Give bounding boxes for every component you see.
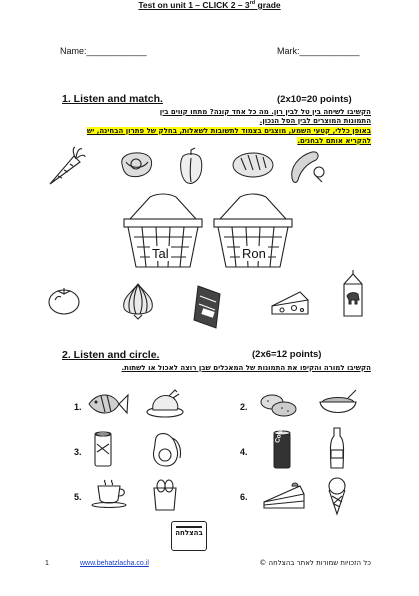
eggs-icon[interactable] — [150, 478, 180, 512]
basket-ron-label: Ron — [242, 246, 266, 261]
bottle-icon[interactable] — [328, 426, 346, 470]
cake-slice-icon[interactable] — [262, 480, 306, 512]
section1-instruction-1: הקשיבו לשיחה בין טל לבין רון. מה כל אחד קונה? מתחו קווים בין — [159, 108, 371, 116]
name-label: Name:____________ — [60, 46, 147, 56]
cereal-bowl-icon[interactable] — [318, 390, 358, 420]
basket-tal[interactable] — [120, 193, 206, 273]
carrot-icon[interactable] — [46, 146, 86, 188]
item-number-4: 4. — [240, 447, 248, 457]
cheese-icon[interactable] — [270, 288, 310, 318]
site-link[interactable]: www.behatzlacha.co.il — [80, 560, 149, 567]
bread-icon[interactable] — [231, 148, 275, 180]
pepper-icon[interactable] — [177, 146, 205, 186]
chocolate-icon[interactable] — [190, 284, 226, 330]
steak-icon[interactable] — [118, 150, 154, 180]
behatzlacha-logo — [171, 521, 207, 551]
milk-carton-icon[interactable] — [340, 270, 366, 318]
section2-points: (2x6=12 points) — [252, 349, 322, 360]
basket-ron[interactable] — [210, 193, 296, 273]
section1-instruction-2: התמונות המוצרים לבין הסל הנכון. — [259, 117, 371, 125]
roast-chicken-icon[interactable] — [145, 388, 185, 420]
section1-note-1: באופן כללי, קטעי השמע, מוצגים בצמוד לתשובות לשאלות, בחלק של פתרון הבחינה, יש — [86, 127, 371, 135]
section2-instruction: הקשיבו למורה והקיפו את התמונות של המאכלים שבן רוצה לאכול או לשתות. — [121, 364, 371, 372]
potatoes-icon[interactable] — [258, 392, 298, 418]
section2-heading: 2. Listen and circle. — [62, 349, 160, 361]
copyright-text: כל הזכויות שמורות לאתר בהצלחה © — [259, 559, 371, 567]
coffee-cup-icon[interactable] — [90, 478, 130, 508]
item-number-2: 2. — [240, 402, 248, 412]
avocado-icon[interactable] — [150, 430, 184, 470]
ice-cream-icon[interactable] — [325, 476, 349, 516]
tomato-icon[interactable] — [47, 284, 81, 316]
section1-heading: 1. Listen and match. — [62, 93, 163, 105]
item-number-5: 5. — [74, 492, 82, 502]
item-number-1: 1. — [74, 402, 82, 412]
onion-icon[interactable] — [120, 280, 156, 320]
section1-points: (2x10=20 points) — [277, 94, 352, 105]
page-number: 1 — [45, 560, 49, 567]
mark-label: Mark:____________ — [277, 46, 360, 56]
logo-text: בהצלחה — [175, 529, 203, 537]
cola-label: Cola — [274, 428, 285, 444]
item-number-3: 3. — [74, 447, 82, 457]
sausage-icon[interactable] — [286, 148, 326, 184]
test-title: Test on unit 1 – CLICK 2 – 3rd grade — [138, 0, 281, 10]
logo-bar — [176, 526, 202, 528]
section1-note-2: להקריא אותם לבחנים. — [297, 137, 371, 145]
item-number-6: 6. — [240, 492, 248, 502]
fish-icon[interactable] — [85, 390, 129, 418]
can-icon[interactable] — [92, 430, 114, 468]
basket-tal-label: Tal — [152, 246, 169, 261]
